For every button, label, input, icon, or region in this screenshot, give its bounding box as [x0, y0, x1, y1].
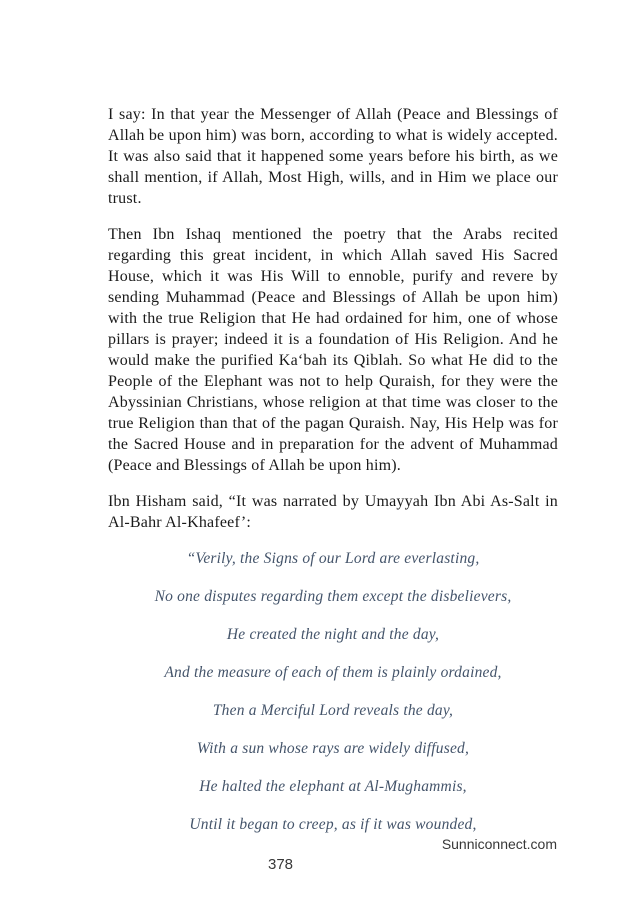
- poem-block: [108, 548, 558, 835]
- poem-line: He halted the elephant at Al-Mughammis,: [199, 778, 467, 795]
- body-paragraph-3: Ibn Hisham said, “It was narrated by Umayyah Ibn Abi As-Salt in Al-Bahr Al-Khafeef’:: [108, 493, 558, 531]
- poem-line: Then a Merciful Lord reveals the day,: [212, 702, 454, 719]
- page-number: 378: [268, 856, 294, 873]
- poem-line: With a sun whose rays are widely diffused,: [196, 740, 470, 757]
- website-credit: Sunniconnect.com: [441, 836, 557, 852]
- poem-line: “Verily, the Signs of our Lord are everlasting,: [186, 550, 480, 567]
- body-paragraph-2: Then Ibn Ishaq mentioned the poetry that the Arabs recited regarding this great incident, in which Allah saved His Sacred House, which it was His Will to ennoble, purify and revere by sending Muhammad (Peace and Blessings of Allah be upon him) with the true Religion that He had ordained for him, one of whose pillars is prayer; indeed it is a foundation of His Religion. And he would make the purified Ka‘bah its Qiblah. So what He did to the People of the Elephant was not to help Quraish, for they were the Abyssinian Christians, whose religion at that time was closer to the true Religion than that of the pagan Quraish. Nay, His Help was for the Sacred House and in preparation for the advent of Muhammad (Peace and Blessings of Allah be upon him).: [108, 226, 558, 474]
- body-paragraph-1: I say: In that year the Messenger of Allah (Peace and Blessings of Allah be upon him) was born, according to what is widely accepted. It was also said that it happened some years before his birth, as we shall mention, if Allah, Most High, wills, and in Him we place our trust.: [108, 106, 558, 207]
- text-column: [108, 104, 558, 852]
- poem-line: Until it began to creep, as if it was wounded,: [189, 816, 477, 833]
- poem-line: He created the night and the day,: [226, 626, 440, 643]
- poem-line: No one disputes regarding them except the disbelievers,: [154, 588, 512, 605]
- poem-line: And the measure of each of them is plainly ordained,: [164, 664, 502, 681]
